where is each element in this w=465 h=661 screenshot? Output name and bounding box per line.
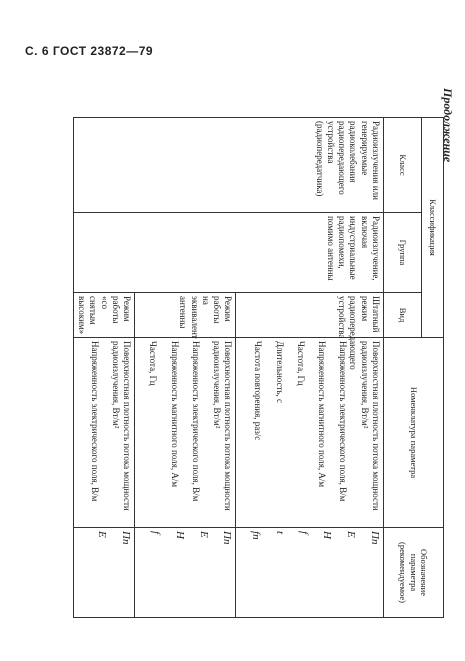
param-item: Напряженность электрического поля, В/м bbox=[89, 341, 100, 502]
param-item: Поверхностная плотность потока мощности радиоизлучения, Вт/м² bbox=[111, 341, 133, 511]
symbol-item: E bbox=[197, 531, 210, 538]
kind-cell: Штатный режим радиопередающего устройства bbox=[236, 293, 384, 338]
head-kind: Вид bbox=[384, 293, 422, 338]
head-nomenclature: Номенклатура параметра bbox=[384, 338, 444, 528]
head-designation: Обозначение параметра (рекомендуемое) bbox=[384, 528, 444, 618]
symbol-item: Пп bbox=[221, 531, 234, 545]
symbols-cell bbox=[236, 528, 384, 618]
param-item: Длительность, с bbox=[274, 341, 285, 404]
parameters-table bbox=[73, 117, 444, 618]
symbol-item: E bbox=[345, 531, 358, 538]
head-group: Группа bbox=[384, 213, 422, 293]
symbol-item: fп bbox=[250, 531, 263, 540]
kind-cell: Режим работы на эквивалент антенны bbox=[135, 293, 236, 338]
param-item: Напряженность магнитного поля, А/м bbox=[317, 341, 328, 488]
symbol-item: Пп bbox=[369, 531, 381, 545]
head-classification: Классификация bbox=[422, 118, 444, 338]
group-cell: Радиоизлучение, включая индустриальные радиопомехи, помимо антенны bbox=[74, 213, 384, 293]
symbol-item: f bbox=[150, 531, 163, 535]
param-item: Напряженность электрического поля, В/м bbox=[338, 341, 349, 502]
page-header: С. 6 ГОСТ 23872—79 bbox=[25, 44, 154, 58]
param-item: Напряженность электрического поля, В/м bbox=[191, 341, 201, 502]
params-cell bbox=[236, 338, 384, 528]
symbol-item: f bbox=[297, 531, 310, 535]
params-cell bbox=[135, 338, 236, 528]
head-class: Класс bbox=[384, 118, 422, 213]
symbols-cell bbox=[74, 528, 135, 618]
symbol-item: H bbox=[321, 531, 334, 539]
param-item: Частота повторения, раз/с bbox=[253, 341, 264, 441]
symbol-item: Пп bbox=[120, 531, 133, 545]
kind-cell: Режим работы «со снятым высоким» bbox=[74, 293, 135, 338]
param-item: Напряженность магнитного поля, А/м bbox=[169, 341, 180, 488]
continuation-label: Продолжение bbox=[441, 88, 455, 163]
symbol-item: t bbox=[274, 531, 286, 535]
params-cell bbox=[74, 338, 135, 528]
symbol-item: H bbox=[174, 531, 186, 539]
param-item: Частота, Гц bbox=[148, 341, 159, 386]
param-item: Поверхностная плотность потока мощности радиоизлучения, Вт/м² bbox=[212, 341, 234, 511]
param-item: Частота, Гц bbox=[296, 341, 306, 386]
class-cell: Радиоизлучения или генерируемые радиоколебания радиопередающего устройства (радиопередатчика) bbox=[74, 118, 384, 213]
symbols-cell bbox=[135, 528, 236, 618]
rotated-table-wrapper bbox=[77, 117, 444, 617]
symbol-item: E bbox=[96, 531, 109, 538]
param-item: Поверхностная плотность потока мощности радиоизлучения, Вт/м² bbox=[359, 341, 381, 511]
